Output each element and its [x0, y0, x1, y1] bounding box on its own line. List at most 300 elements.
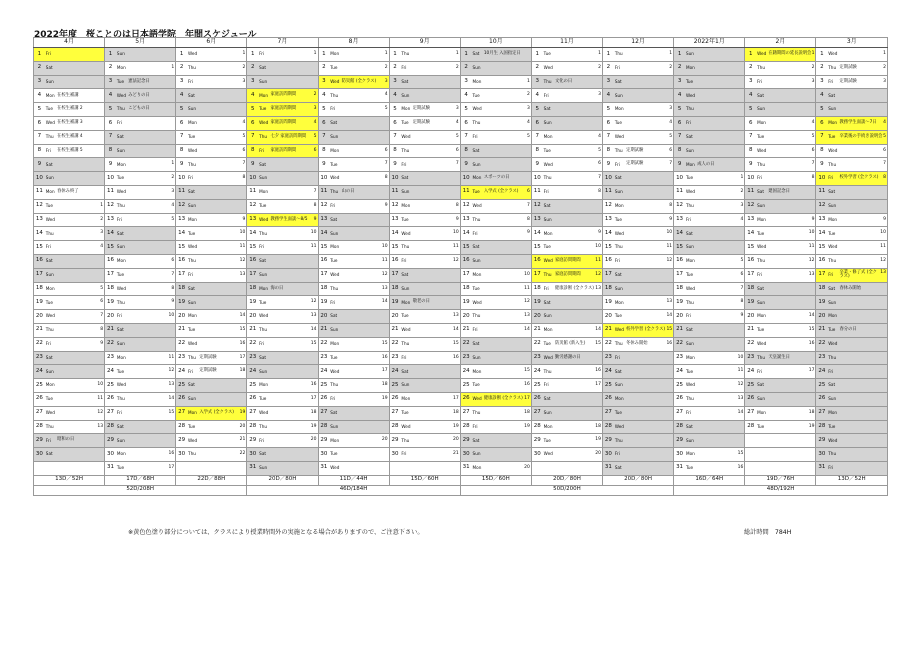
weekday: Fri — [756, 172, 767, 186]
day-number: 4 — [389, 89, 400, 103]
day-number: 23 — [176, 351, 187, 365]
day-count: 12 — [880, 257, 886, 263]
day-number: 11 — [318, 185, 329, 199]
day-count: 8 — [171, 285, 175, 291]
weekday: Sun — [472, 448, 483, 462]
weekday: Sun — [258, 461, 269, 475]
weekday: Wed — [543, 158, 554, 172]
day-number: 27 — [389, 406, 400, 420]
weekday: Wed — [472, 392, 483, 406]
day-number: 8 — [531, 144, 542, 158]
event-cell — [839, 268, 888, 282]
event-cell — [412, 144, 461, 158]
event-cell — [412, 268, 461, 282]
weekday: Tue — [472, 89, 483, 103]
event-cell — [696, 227, 745, 241]
day-number: 18 — [34, 282, 45, 296]
day-number: 25 — [745, 379, 756, 393]
weekday: Mon — [187, 310, 198, 324]
event-cell — [696, 296, 745, 310]
weekday: Thu — [827, 254, 838, 268]
weekday: Sat — [187, 185, 198, 199]
event-text: 入学式 (全クラス) — [483, 189, 519, 194]
weekday: Sun — [756, 392, 767, 406]
event-cell — [839, 296, 888, 310]
day-count: 2 — [242, 64, 246, 70]
event-cell — [412, 310, 461, 324]
event-cell — [56, 365, 105, 379]
weekday: Sun — [614, 185, 625, 199]
term-total: 48D/192H — [674, 485, 888, 495]
day-number: 30 — [247, 448, 258, 462]
weekday: Mon — [187, 213, 198, 227]
event-cell — [341, 241, 390, 255]
day-number: 26 — [389, 392, 400, 406]
event-cell — [269, 130, 318, 144]
day-number: 4 — [247, 89, 258, 103]
weekday: Mon — [116, 351, 127, 365]
day-count: 4 — [740, 216, 744, 222]
day-number: 1 — [816, 48, 827, 62]
event-cell — [625, 158, 674, 172]
event-cell — [696, 61, 745, 75]
event-cell — [767, 379, 816, 393]
event-cell — [839, 461, 888, 475]
day-number: 17 — [318, 268, 329, 282]
event-cell — [341, 103, 390, 117]
day-count: 3 — [171, 189, 175, 194]
weekday: Sun — [400, 379, 411, 393]
event-cell — [341, 351, 390, 365]
weekday: Fri — [685, 406, 696, 420]
day-number: 24 — [318, 365, 329, 379]
event-cell — [625, 434, 674, 448]
day-count: 1 — [171, 161, 175, 167]
weekday: Sun — [827, 296, 838, 310]
event-cell — [483, 158, 532, 172]
weekday: Wed — [400, 130, 411, 144]
day-number: 4 — [745, 89, 756, 103]
weekday: Fri — [45, 144, 56, 158]
weekday: Thu — [685, 199, 696, 213]
event-cell — [412, 130, 461, 144]
event-cell — [839, 172, 888, 186]
day-count: 1 — [171, 64, 175, 70]
weekday: Wed — [685, 185, 696, 199]
day-number: 18 — [105, 282, 116, 296]
event-cell — [483, 323, 532, 337]
weekday: Sat — [400, 172, 411, 186]
day-count: 10 — [381, 244, 388, 250]
day-number: 12 — [816, 199, 827, 213]
event-cell — [198, 116, 247, 130]
day-number: 14 — [105, 227, 116, 241]
event-cell — [56, 254, 105, 268]
day-row — [34, 172, 888, 186]
weekday: Thu — [685, 296, 696, 310]
day-number: 15 — [816, 241, 827, 255]
event-cell — [625, 461, 674, 475]
event-text: 防災館 (新入生) — [554, 340, 586, 346]
day-number: 11 — [745, 185, 756, 199]
day-count: 7 — [740, 285, 744, 291]
event-cell — [412, 406, 461, 420]
event-cell — [483, 241, 532, 255]
weekday: Tue — [614, 116, 625, 130]
day-number: 20 — [531, 310, 542, 324]
day-number: 23 — [674, 351, 685, 365]
event-cell — [839, 130, 888, 144]
day-number: 10 — [247, 172, 258, 186]
day-number: 25 — [105, 379, 116, 393]
weekday: Fri — [472, 227, 483, 241]
event-cell — [198, 351, 247, 365]
day-number: 28 — [34, 420, 45, 434]
day-number: 28 — [816, 420, 827, 434]
event-cell — [56, 379, 105, 393]
day-count: 2 — [883, 64, 886, 70]
weekday: Mon — [116, 158, 127, 172]
event-text: 卒業後の手続き説明会 — [839, 133, 883, 139]
day-count: 16 — [168, 451, 175, 457]
weekday: Wed — [329, 172, 340, 186]
day-number: 7 — [674, 130, 685, 144]
event-cell — [198, 282, 247, 296]
day-count: 7 — [598, 175, 602, 181]
day-count: 12 — [239, 257, 246, 263]
day-number: 15 — [745, 241, 756, 255]
weekday: Thu — [187, 158, 198, 172]
day-count: 1 — [455, 51, 459, 57]
event-cell — [696, 268, 745, 282]
day-count: 3 — [455, 106, 459, 112]
weekday: Mon — [400, 296, 411, 310]
day-count: 5 — [811, 133, 815, 139]
weekday: Mon — [258, 282, 269, 296]
day-row — [34, 185, 888, 199]
day-number: 11 — [105, 185, 116, 199]
weekday: Sun — [45, 75, 56, 89]
weekday: Fri — [827, 461, 838, 475]
event-text: 家庭訪問期間 — [270, 147, 297, 153]
weekday: Wed — [827, 434, 838, 448]
event-cell — [412, 213, 461, 227]
day-number: 23 — [247, 351, 258, 365]
weekday: Wed — [187, 337, 198, 351]
day-number: 29 — [34, 434, 45, 448]
month-header: 8月 — [318, 38, 389, 48]
day-number: 3 — [460, 75, 471, 89]
weekday: Fri — [45, 48, 56, 62]
event-cell — [269, 158, 318, 172]
event-cell — [412, 379, 461, 393]
event-cell — [767, 296, 816, 310]
day-row — [34, 75, 888, 89]
event-cell — [696, 241, 745, 255]
day-row — [34, 461, 888, 475]
weekday: Sat — [685, 323, 696, 337]
day-number: 10 — [34, 172, 45, 186]
event-cell — [696, 185, 745, 199]
weekday: Mon — [329, 48, 340, 62]
event-cell — [127, 130, 176, 144]
event-cell — [412, 392, 461, 406]
weekday: Tue — [258, 199, 269, 213]
day-number: 25 — [176, 379, 187, 393]
day-count: 9 — [740, 313, 744, 319]
event-cell — [56, 116, 105, 130]
weekday: Thu — [827, 351, 838, 365]
day-number: 27 — [105, 406, 116, 420]
event-cell — [269, 406, 318, 420]
day-number: 5 — [176, 103, 187, 117]
day-number: 17 — [603, 268, 614, 282]
weekday: Mon — [116, 448, 127, 462]
event-cell — [839, 282, 888, 296]
weekday: Mon — [329, 144, 340, 158]
day-number: 17 — [745, 268, 756, 282]
event-cell — [56, 227, 105, 241]
weekday: Wed — [187, 48, 198, 62]
event-cell — [127, 434, 176, 448]
weekday: Wed — [116, 185, 127, 199]
event-cell — [412, 254, 461, 268]
day-count: 15 — [524, 368, 530, 374]
event-cell — [625, 75, 674, 89]
day-number: 4 — [176, 89, 187, 103]
day-row — [34, 199, 888, 213]
day-row — [34, 268, 888, 282]
day-count: 9 — [527, 230, 530, 236]
day-count: 8 — [527, 216, 530, 222]
day-number: 21 — [176, 323, 187, 337]
event-cell — [198, 61, 247, 75]
event-cell — [554, 172, 603, 186]
event-cell — [696, 144, 745, 158]
day-number: 2 — [460, 61, 471, 75]
event-text: 定期試験 — [412, 106, 430, 112]
event-cell — [483, 172, 532, 186]
event-text: 防災館 (全クラス) — [341, 78, 377, 84]
day-number: 7 — [603, 130, 614, 144]
month-header: 2022年1月 — [674, 38, 745, 48]
weekday: Fri — [400, 61, 411, 75]
event-cell — [839, 48, 888, 62]
event-cell — [56, 172, 105, 186]
day-number: 8 — [816, 144, 827, 158]
event-cell — [625, 392, 674, 406]
day-number: 2 — [176, 61, 187, 75]
weekday: Tue — [116, 365, 127, 379]
weekday: Tue — [400, 213, 411, 227]
weekday: Tue — [329, 448, 340, 462]
day-number: 2 — [247, 61, 258, 75]
weekday: Thu — [116, 392, 127, 406]
event-cell — [625, 448, 674, 462]
day-number: 4 — [674, 89, 685, 103]
day-count: 15 — [239, 326, 246, 332]
day-number: 7 — [531, 130, 542, 144]
weekday: Fri — [329, 296, 340, 310]
event-cell — [696, 48, 745, 62]
day-number: 26 — [105, 392, 116, 406]
day-number: 19 — [603, 296, 614, 310]
weekday: Sun — [258, 172, 269, 186]
day-count: 4 — [100, 244, 104, 250]
weekday: Wed — [685, 379, 696, 393]
day-number: 6 — [105, 116, 116, 130]
event-cell — [198, 268, 247, 282]
day-row — [34, 296, 888, 310]
weekday: Sat — [258, 254, 269, 268]
event-cell — [767, 227, 816, 241]
event-cell — [127, 116, 176, 130]
grand-total: 総計時間 784H — [744, 529, 792, 536]
day-number: 29 — [389, 434, 400, 448]
day-number: 8 — [318, 144, 329, 158]
event-cell — [767, 337, 816, 351]
day-number: 28 — [603, 420, 614, 434]
weekday: Sun — [258, 365, 269, 379]
event-cell — [341, 434, 390, 448]
weekday: Thu — [543, 268, 554, 282]
day-number: 3 — [816, 75, 827, 89]
day-number: 11 — [176, 185, 187, 199]
event-cell — [198, 103, 247, 117]
weekday: Mon — [543, 420, 554, 434]
event-cell — [198, 75, 247, 89]
event-cell — [198, 379, 247, 393]
day-count: 16 — [453, 354, 459, 360]
day-row — [34, 448, 888, 462]
day-number: 29 — [531, 434, 542, 448]
day-count: 7 — [455, 161, 459, 167]
event-cell — [341, 310, 390, 324]
day-number: 16 — [105, 254, 116, 268]
weekday: Sun — [400, 282, 411, 296]
day-number: 23 — [460, 351, 471, 365]
event-cell — [341, 61, 390, 75]
day-number: 24 — [816, 365, 827, 379]
event-cell — [696, 75, 745, 89]
day-number: 10 — [105, 172, 116, 186]
weekday: Thu — [400, 434, 411, 448]
weekday: Sat — [116, 323, 127, 337]
day-count: 8 — [669, 202, 673, 208]
weekday: Thu — [756, 61, 767, 75]
day-number: 27 — [460, 406, 471, 420]
day-count: 13 — [524, 313, 530, 319]
weekday: Sun — [543, 213, 554, 227]
day-number: 24 — [674, 365, 685, 379]
weekday: Mon — [543, 130, 554, 144]
weekday: Wed — [187, 144, 198, 158]
day-number: 7 — [460, 130, 471, 144]
weekday: Tue — [187, 323, 198, 337]
day-count: 20 — [524, 464, 530, 470]
day-number: 9 — [460, 158, 471, 172]
weekday: Sat — [614, 365, 625, 379]
day-number: 22 — [247, 337, 258, 351]
day-number: 8 — [105, 144, 116, 158]
day-number: 29 — [318, 434, 329, 448]
weekday: Thu — [400, 48, 411, 62]
day-count: 4 — [527, 120, 530, 126]
day-number: 30 — [105, 448, 116, 462]
weekday: Fri — [827, 172, 838, 186]
day-number: 27 — [531, 406, 542, 420]
footnote: ※黄色色塗り部分については、クラスにより授業時間外の実施となる場合がありますので、ご注意下さい。 — [128, 529, 424, 536]
day-row — [34, 103, 888, 117]
day-number: 24 — [745, 365, 756, 379]
day-count: 18 — [381, 382, 388, 388]
day-count: 9 — [171, 299, 175, 305]
weekday: Mon — [400, 103, 411, 117]
day-number: 11 — [674, 185, 685, 199]
day-count: 3 — [313, 106, 317, 112]
event-cell — [625, 337, 674, 351]
day-count: 6 — [669, 147, 673, 153]
weekday: Mon — [756, 116, 767, 130]
weekday: Fri — [827, 268, 838, 282]
day-number: 24 — [105, 365, 116, 379]
day-count: 8 — [740, 299, 744, 305]
event-cell — [198, 158, 247, 172]
weekday: Sun — [45, 268, 56, 282]
weekday: Sat — [187, 379, 198, 393]
event-cell — [127, 199, 176, 213]
event-cell — [269, 461, 318, 475]
day-count: 13 — [808, 271, 815, 277]
day-count: 8 — [384, 175, 388, 181]
day-count: 13 — [381, 285, 388, 291]
event-cell — [767, 130, 816, 144]
day-number: 17 — [460, 268, 471, 282]
day-number: 13 — [460, 213, 471, 227]
schedule-table — [33, 37, 888, 496]
day-count: 13 — [97, 423, 104, 429]
weekday: Fri — [187, 365, 198, 379]
day-number: 31 — [247, 461, 258, 475]
day-number: 31 — [460, 461, 471, 475]
day-number: 19 — [674, 296, 685, 310]
weekday: Sat — [472, 241, 483, 255]
event-cell — [198, 420, 247, 434]
day-count: 4 — [455, 120, 459, 126]
day-count: 2 — [527, 92, 530, 98]
event-cell — [56, 61, 105, 75]
day-count: 5 — [598, 147, 602, 153]
day-number: 4 — [318, 89, 329, 103]
weekday: Tue — [543, 48, 554, 62]
day-number: 25 — [816, 379, 827, 393]
event-cell — [625, 296, 674, 310]
event-text: 校外学習 (全クラス) — [839, 175, 879, 181]
event-cell — [127, 172, 176, 186]
event-cell — [767, 116, 816, 130]
day-count: 12 — [381, 271, 388, 277]
event-text: 在校生補講 2 — [57, 106, 83, 112]
event-cell — [198, 296, 247, 310]
day-count: 16 — [808, 340, 815, 346]
day-number: 13 — [816, 213, 827, 227]
weekday: Sat — [827, 89, 838, 103]
day-number: 24 — [531, 365, 542, 379]
day-number: 18 — [674, 282, 685, 296]
event-cell — [412, 365, 461, 379]
day-number: 1 — [745, 48, 756, 62]
day-count: 18 — [239, 368, 246, 374]
